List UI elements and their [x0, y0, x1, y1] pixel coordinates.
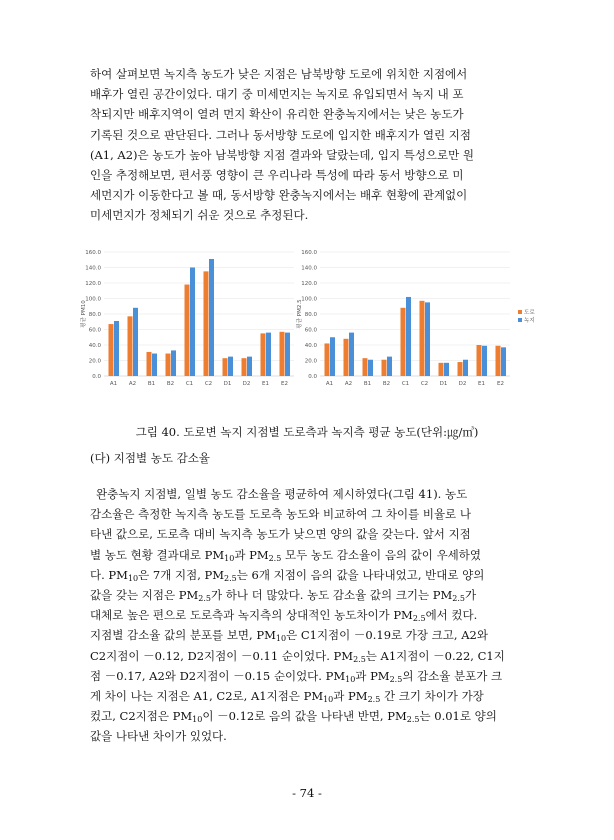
text-line: 값을 나타낸 차이가 있었다. — [90, 729, 227, 744]
x-tick-label: C1 — [401, 381, 410, 387]
x-tick-label: B1 — [147, 381, 156, 387]
bar-a1-road — [325, 343, 330, 376]
bar-c1-road — [185, 285, 190, 376]
bar-a1-green — [330, 337, 335, 376]
bar-c1-green — [190, 268, 195, 377]
text-line: 미세먼지가 정체되기 쉬운 것으로 추정된다. — [90, 208, 309, 223]
y-tick-label: 20.0 — [304, 358, 317, 365]
y-tick-label: 60.0 — [88, 327, 101, 334]
bar-e1-green — [482, 346, 487, 376]
text-line: 타낸 값으로, 도로측 대비 녹지측 농도가 낮으면 양의 값을 갖는다. 앞서 지점 — [90, 527, 471, 542]
chart-1 — [79, 250, 294, 387]
x-tick-label: B2 — [166, 381, 175, 387]
x-tick-label: E1 — [478, 381, 485, 387]
bar-e1-green — [266, 333, 271, 376]
bar-c2-road — [204, 271, 209, 376]
bar-b1-green — [152, 354, 157, 376]
text-line: 대체로 높은 편으로 도로측과 녹지측의 상대적인 농도차이가 $PM_{2.5}$에서 컸다. — [90, 608, 478, 624]
bar-e1-road — [261, 333, 266, 376]
text-line: 완충녹지 지점별, 일별 농도 감소율을 평균하여 제시하였다(그림 41). 농도 — [96, 487, 468, 501]
bar-a2-road — [128, 316, 133, 376]
y-tick-label: 140.0 — [301, 265, 317, 272]
text-line: 하여 살펴보면 녹지측 농도가 낮은 지점은 남북방향 도로에 위치한 지점에서 — [90, 67, 468, 81]
y-tick-label: 80.0 — [88, 312, 101, 318]
text-line: 컸고, C2지점은 $PM_{10}$이 －0.12로 음의 값을 나타낸 반면, $PM_{2.5}$는 0.01로 양의 — [90, 709, 497, 725]
text-line: 지점별 감소율 값의 분포를 보면, $PM_{10}$은 C1지점이 －0.19로 가장 크고, A2와 — [90, 628, 488, 644]
x-tick-label: D2 — [458, 381, 467, 387]
bar-b2-road — [382, 360, 387, 376]
bar-c2-green — [209, 259, 214, 376]
y-tick-label: 100.0 — [85, 296, 101, 303]
text-line: 착되지만 배후지역이 열려 먼지 확산이 유리한 완충녹지에서는 낮은 농도가 — [90, 107, 464, 122]
y-tick-label: 120.0 — [301, 281, 317, 287]
y-tick-label: 20.0 — [88, 358, 101, 365]
text-line: 게 차이 나는 지점은 A1, C2로, A1지점은 $PM_{10}$과 $PM_{2.5}$ 간 크기 차이가 가장 — [90, 689, 484, 705]
x-tick-label: B1 — [363, 381, 372, 387]
bar-c1-road — [401, 308, 406, 376]
y-tick-label: 160.0 — [301, 250, 317, 256]
bar-e2-green — [285, 333, 290, 376]
charts-svg — [82, 240, 546, 400]
legend-label: 녹지 — [524, 318, 535, 324]
bar-d2-green — [247, 357, 252, 376]
bar-c2-road — [420, 301, 425, 376]
text-line: 인을 추정해보면, 편서풍 영향이 큰 우리나라 특성에 따라 동서 방향으로 미 — [90, 168, 464, 183]
bar-d2-road — [458, 362, 463, 376]
bar-b2-green — [171, 350, 176, 376]
x-tick-label: A1 — [109, 381, 118, 387]
x-tick-label: D2 — [242, 381, 251, 387]
text-line: 다. $PM_{10}$은 7개 지점, $PM_{2.5}$는 6개 지점이 음의 값을 나타내었고, 반대로 양의 — [90, 567, 485, 583]
text-line: 기록된 것으로 판단된다. 그러나 동서방향 도로에 입지한 배후지가 열린 지점 — [90, 127, 471, 142]
bar-d1-green — [444, 363, 449, 376]
y-tick-label: 40.0 — [88, 343, 101, 349]
x-tick-label: A2 — [344, 381, 353, 387]
y-tick-label: 40.0 — [304, 343, 317, 349]
bar-c2-green — [425, 302, 430, 376]
x-tick-label: E1 — [262, 381, 269, 387]
x-tick-label: D1 — [223, 381, 232, 387]
bar-e2-road — [280, 332, 285, 376]
y-tick-label: 80.0 — [304, 312, 317, 318]
bar-d1-green — [228, 357, 233, 376]
y-tick-label: 0.0 — [308, 374, 317, 380]
y-axis-label: 평균 PM2.5 — [297, 299, 303, 329]
legend-swatch — [518, 310, 522, 314]
legend-label: 도로 — [524, 310, 535, 316]
figure-caption: 그림 40. 도로변 녹지 지점별 도로측과 녹지측 평균 농도(단위:㎍/㎥) — [135, 425, 479, 439]
body-paragraph-2 — [90, 484, 536, 747]
bar-a2-green — [133, 308, 138, 376]
y-axis-label: 평균 PM10 — [81, 300, 87, 328]
text-line: (A1, A2)은 농도가 높아 남북방향 지점 결과와 달랐는데, 입지 특성으로만 원 — [90, 147, 475, 162]
chart-2 — [295, 250, 535, 387]
text-line: 값을 갖는 지점은 $PM_{2.5}$가 하나 더 많았다. 농도 감소율 값의 크기는 $PM_{2.5}$가 — [90, 588, 477, 604]
bar-e2-green — [501, 347, 506, 376]
y-tick-label: 120.0 — [85, 281, 101, 287]
text-line: 감소율은 측정한 녹지측 농도를 도로측 농도와 비교하여 그 차이를 비율로 나 — [90, 507, 471, 522]
bar-b2-green — [387, 357, 392, 376]
bar-b1-road — [147, 352, 152, 376]
text-line: 세먼지가 이동한다고 볼 때, 동서방향 완충녹지에서는 배후 현황에 관계없이 — [90, 188, 468, 203]
x-tick-label: B2 — [382, 381, 391, 387]
y-tick-label: 100.0 — [301, 296, 317, 303]
x-tick-label: E2 — [497, 381, 504, 387]
text-line: 점 －0.17, A2와 D2지점이 －0.15 순이었다. $PM_{10}$과 $PM_{2.5}$의 감소율 분포가 크 — [90, 668, 503, 684]
legend-swatch — [518, 318, 522, 322]
bar-b1-road — [363, 358, 368, 376]
x-tick-label: A2 — [128, 381, 137, 387]
bar-a1-green — [114, 321, 119, 376]
bar-e2-road — [496, 346, 501, 376]
x-tick-label: D1 — [439, 381, 448, 387]
y-tick-label: 160.0 — [85, 250, 101, 256]
figure-charts — [82, 240, 546, 400]
y-tick-label: 0.0 — [92, 374, 101, 380]
bar-d1-road — [223, 358, 228, 376]
bar-a1-road — [109, 324, 114, 376]
body-paragraph-1 — [90, 64, 536, 226]
bar-b1-green — [368, 360, 373, 376]
bar-b2-road — [166, 354, 171, 376]
y-tick-label: 140.0 — [85, 265, 101, 272]
page-number: - 74 - — [292, 786, 322, 800]
text-line: 별 농도 현황 결과대로 $PM_{10}$과 $PM_{2.5}$ 모두 농도 감소율이 음의 값이 우세하였 — [90, 547, 482, 563]
bar-d2-road — [242, 358, 247, 376]
x-tick-label: C2 — [420, 381, 429, 387]
text-line: 배후가 열린 공간이었다. 대기 중 미세먼지는 녹지로 유입되면서 녹지 내 포 — [90, 87, 464, 102]
x-tick-label: E2 — [281, 381, 288, 387]
bar-a2-green — [349, 333, 354, 376]
section-heading: (다) 지점별 농도 감소율 — [90, 451, 210, 465]
bar-e1-road — [477, 345, 482, 376]
bar-d1-road — [439, 363, 444, 376]
bar-a2-road — [344, 339, 349, 376]
bar-c1-green — [406, 297, 411, 376]
x-tick-label: A1 — [325, 381, 334, 387]
x-tick-label: C1 — [185, 381, 194, 387]
y-tick-label: 60.0 — [304, 327, 317, 334]
text-line: C2지점이 －0.12, D2지점이 －0.11 순이었다. $PM_{2.5}$는 A1지점이 －0.22, C1지 — [90, 648, 505, 664]
bar-d2-green — [463, 360, 468, 376]
x-tick-label: C2 — [204, 381, 213, 387]
